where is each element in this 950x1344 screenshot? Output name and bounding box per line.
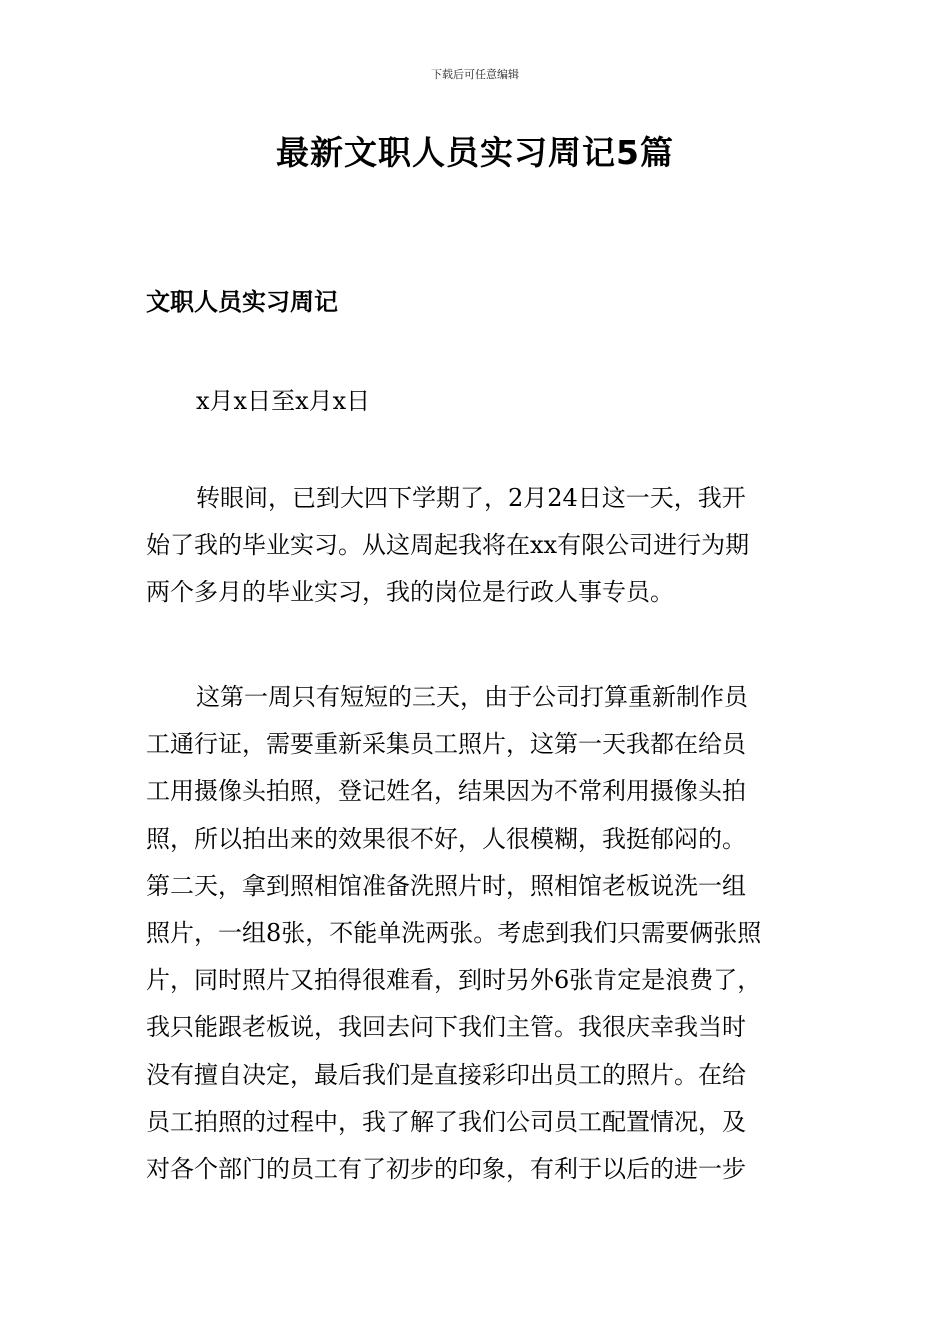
paragraph-1: [146, 475, 806, 617]
paragraph-line: 照，所以拍出来的效果很不好，人很模糊，我挺郁闷的。: [146, 824, 746, 853]
paragraph-line: 员工拍照的过程中，我了解了我们公司员工配置情况，及: [146, 1107, 746, 1136]
paragraph-line: 对各个部门的员工有了初步的印象，有利于以后的进一步: [146, 1155, 746, 1184]
paragraph-line: 第二天，拿到照相馆准备洗照片时，照相馆老板说洗一组: [146, 871, 746, 900]
paragraph-line: 这第一周只有短短的三天，由于公司打算重新制作员: [196, 683, 748, 711]
document-title: 最新文职人员实习周记5篇: [276, 133, 674, 172]
date-range: x月x日至x月x日: [196, 387, 371, 415]
paragraph-line: 片，同时照片又拍得很难看，到时另外6张肯定是浪费了，: [146, 966, 762, 995]
paragraph-line: 我只能跟老板说，我回去问下我们主管。我很庆幸我当时: [146, 1013, 746, 1042]
paragraph-2: [146, 674, 806, 1193]
paragraph-line: 没有擅自决定，最后我们是直接彩印出员工的照片。在给: [146, 1060, 746, 1089]
paragraph-line: 工通行证，需要重新采集员工照片，这第一天我都在给员: [146, 730, 746, 759]
paragraph-line: 始了我的毕业实习。从这周起我将在xx有限公司进行为期: [146, 531, 750, 560]
header-note: 下载后可任意编辑: [431, 68, 519, 81]
paragraph-line: 工用摄像头拍照，登记姓名，结果因为不常利用摄像头拍: [146, 777, 746, 806]
paragraph-line: 转眼间，已到大四下学期了，2月24日这一天，我开: [196, 484, 746, 512]
paragraph-line: 照片，一组8张，不能单洗两张。考虑到我们只需要俩张照: [146, 919, 762, 948]
section-heading: 文职人员实习周记: [146, 287, 338, 316]
paragraph-line: 两个多月的毕业实习，我的岗位是行政人事专员。: [146, 578, 674, 607]
